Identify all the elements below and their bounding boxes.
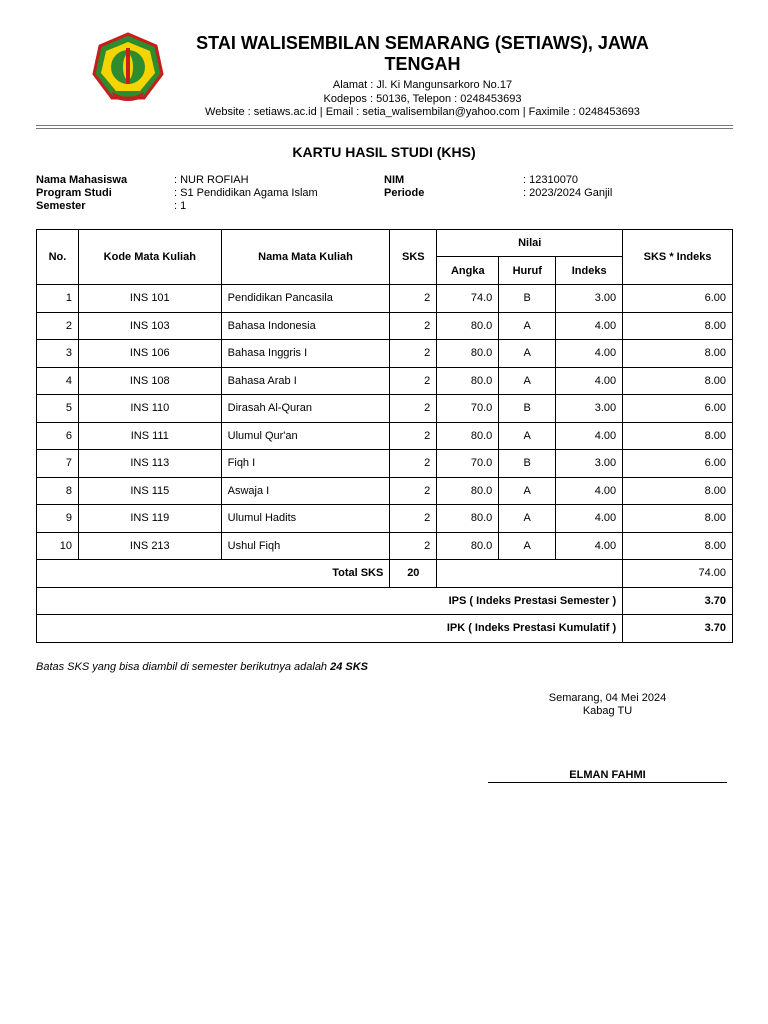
row-huruf: A (499, 532, 556, 560)
row-course-name: Pendidikan Pancasila (221, 285, 390, 313)
row-course-code: INS 103 (78, 312, 221, 340)
table-row (37, 477, 733, 505)
row-angka: 80.0 (437, 367, 499, 395)
row-no: 4 (37, 367, 79, 395)
total-empty-cell (437, 560, 623, 588)
row-no: 2 (37, 312, 79, 340)
row-sks: 2 (390, 477, 437, 505)
institution-contact: Website : setiaws.ac.id | Email : setia_walisembilan@yahoo.com | Faximile : 0248453693 (205, 106, 640, 118)
row-no: 1 (37, 285, 79, 313)
row-indeks: 4.00 (556, 532, 623, 560)
header-nilai: Nilai (437, 230, 623, 257)
row-angka: 80.0 (437, 312, 499, 340)
grades-body (37, 285, 733, 560)
row-no: 6 (37, 422, 79, 450)
ips-value: 3.70 (623, 587, 733, 615)
row-course-name: Bahasa Arab I (221, 367, 390, 395)
row-no: 5 (37, 395, 79, 423)
total-sks-label: Total SKS (37, 560, 390, 588)
row-course-name: Dirasah Al-Quran (221, 395, 390, 423)
institution-postal: Kodepos : 50136, Telepon : 0248453693 (323, 93, 522, 105)
header-divider (36, 125, 733, 126)
row-indeks: 4.00 (556, 312, 623, 340)
row-course-code: INS 115 (78, 477, 221, 505)
nim-label: NIM (384, 174, 405, 186)
table-row (37, 450, 733, 478)
header-no: No. (37, 230, 79, 285)
program-value: : S1 Pendidikan Agama Islam (174, 187, 318, 199)
header-indeks: Indeks (556, 257, 623, 285)
row-indeks: 4.00 (556, 340, 623, 368)
table-row (37, 312, 733, 340)
row-course-code: INS 213 (78, 532, 221, 560)
row-sks-indeks: 8.00 (623, 532, 733, 560)
row-course-code: INS 119 (78, 505, 221, 533)
row-angka: 70.0 (437, 450, 499, 478)
ipk-value: 3.70 (623, 615, 733, 643)
row-sks-indeks: 8.00 (623, 367, 733, 395)
row-angka: 80.0 (437, 477, 499, 505)
row-sks-indeks: 6.00 (623, 285, 733, 313)
row-course-code: INS 108 (78, 367, 221, 395)
signature-name: ELMAN FAHMI (488, 769, 727, 783)
row-huruf: A (499, 367, 556, 395)
table-row (37, 285, 733, 313)
institution-name: STAI WALISEMBILAN SEMARANG (SETIAWS), JAWA TENGAH (196, 33, 649, 74)
semester-label: Semester (36, 200, 86, 212)
row-huruf: A (499, 312, 556, 340)
row-sks-indeks: 8.00 (623, 505, 733, 533)
header-course-code: Kode Mata Kuliah (78, 230, 221, 285)
row-no: 3 (37, 340, 79, 368)
row-course-name: Aswaja I (221, 477, 390, 505)
row-course-name: Ulumul Qur'an (221, 422, 390, 450)
sks-limit-value: 24 SKS (330, 661, 369, 673)
header-angka: Angka (437, 257, 499, 285)
row-huruf: B (499, 285, 556, 313)
row-sks: 2 (390, 450, 437, 478)
row-sks: 2 (390, 285, 437, 313)
header-course-name: Nama Mata Kuliah (221, 230, 390, 285)
sks-limit-text: Batas SKS yang bisa diambil di semester berikutnya adalah (36, 661, 331, 673)
table-row (37, 532, 733, 560)
header-sks: SKS (390, 230, 437, 285)
row-sks: 2 (390, 340, 437, 368)
institution-logo (92, 32, 164, 104)
row-no: 10 (37, 532, 79, 560)
row-no: 7 (37, 450, 79, 478)
row-sks-indeks: 6.00 (623, 450, 733, 478)
row-course-code: INS 111 (78, 422, 221, 450)
row-course-code: INS 110 (78, 395, 221, 423)
row-sks-indeks: 8.00 (623, 312, 733, 340)
row-sks-indeks: 8.00 (623, 340, 733, 368)
row-indeks: 4.00 (556, 505, 623, 533)
signature-role: Kabag TU (582, 705, 633, 717)
table-row (37, 340, 733, 368)
nim-value: : 12310070 (523, 174, 579, 186)
total-sks-value: 20 (390, 560, 437, 588)
row-course-name: Ushul Fiqh (221, 532, 390, 560)
document-title: KARTU HASIL STUDI (KHS) (292, 144, 476, 160)
header-sks-indeks: SKS * Indeks (623, 230, 733, 285)
institution-address: Alamat : Jl. Ki Mangunsarkoro No.17 (332, 79, 513, 91)
row-course-code: INS 113 (78, 450, 221, 478)
row-indeks: 3.00 (556, 395, 623, 423)
row-course-name: Ulumul Hadits (221, 505, 390, 533)
row-huruf: A (499, 505, 556, 533)
row-huruf: A (499, 422, 556, 450)
header-divider-secondary (36, 128, 733, 129)
row-indeks: 4.00 (556, 422, 623, 450)
ips-label: IPS ( Indeks Prestasi Semester ) (37, 587, 623, 615)
row-sks: 2 (390, 367, 437, 395)
row-angka: 80.0 (437, 532, 499, 560)
row-course-name: Bahasa Inggris I (221, 340, 390, 368)
row-huruf: A (499, 477, 556, 505)
row-indeks: 4.00 (556, 367, 623, 395)
row-course-code: INS 101 (78, 285, 221, 313)
semester-value: : 1 (174, 200, 187, 212)
name-value: : NUR ROFIAH (174, 174, 249, 186)
row-indeks: 3.00 (556, 285, 623, 313)
program-label: Program Studi (36, 187, 112, 199)
name-label: Nama Mahasiswa (36, 174, 128, 186)
row-sks-indeks: 8.00 (623, 477, 733, 505)
row-angka: 80.0 (437, 505, 499, 533)
row-huruf: A (499, 340, 556, 368)
row-sks: 2 (390, 532, 437, 560)
table-row (37, 395, 733, 423)
ipk-label: IPK ( Indeks Prestasi Kumulatif ) (37, 615, 623, 643)
row-indeks: 3.00 (556, 450, 623, 478)
row-sks-indeks: 8.00 (623, 422, 733, 450)
row-angka: 74.0 (437, 285, 499, 313)
row-sks: 2 (390, 505, 437, 533)
row-course-name: Bahasa Indonesia (221, 312, 390, 340)
total-sks-indeks-value: 74.00 (623, 560, 733, 588)
row-sks-indeks: 6.00 (623, 395, 733, 423)
sks-limit-note (36, 661, 368, 673)
row-no: 8 (37, 477, 79, 505)
row-no: 9 (37, 505, 79, 533)
row-course-name: Fiqh I (221, 450, 390, 478)
row-sks: 2 (390, 422, 437, 450)
row-course-code: INS 106 (78, 340, 221, 368)
row-angka: 80.0 (437, 340, 499, 368)
table-row (37, 505, 733, 533)
table-row (37, 422, 733, 450)
row-sks: 2 (390, 312, 437, 340)
table-row (37, 367, 733, 395)
grades-table (36, 229, 733, 643)
row-angka: 70.0 (437, 395, 499, 423)
signature-place-date: Semarang, 04 Mei 2024 (548, 692, 667, 704)
row-angka: 80.0 (437, 422, 499, 450)
header-huruf: Huruf (499, 257, 556, 285)
period-value: : 2023/2024 Ganjil (523, 187, 613, 199)
row-huruf: B (499, 395, 556, 423)
row-sks: 2 (390, 395, 437, 423)
row-indeks: 4.00 (556, 477, 623, 505)
row-huruf: B (499, 450, 556, 478)
period-label: Periode (384, 187, 425, 199)
